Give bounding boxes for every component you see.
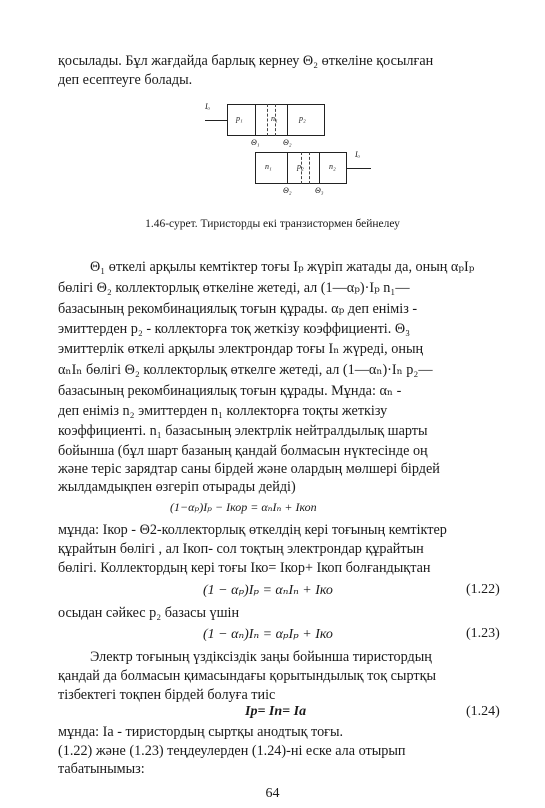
cell-label: p₂ xyxy=(299,114,306,123)
thyristor-two-transistor-diagram xyxy=(205,94,375,206)
cell-label: n₂ xyxy=(329,162,336,171)
equation-number: (1.24) xyxy=(466,704,500,719)
junction-label: Θ₁ xyxy=(251,138,260,147)
text-line: Θ₁ өткелі арқылы кемтіктер тоғы Iₚ жүріп жатады да, оның αₚIₚ xyxy=(90,259,475,275)
equation: (1 − αₚ)Iₚ = αₙIₙ + Iко xyxy=(203,583,333,598)
junction-label: Θ₂ xyxy=(283,138,292,147)
text-line: қосылады. Бұл жағдайда барлық кернеу Θ₂ өткеліне қосылған xyxy=(58,53,434,69)
text-line: және теріс зарядтар саны бірдей және олардың мөлшері бірдей xyxy=(58,461,440,477)
text-line: αₙIₙ бөлігі Θ₂ коллекторлық өткелге жетеді, ал (1—αₙ)·Iₙ p₂— xyxy=(58,362,433,378)
text-line: Электр тоғының үздіксіздік заңы бойынша тиристордың xyxy=(90,649,432,665)
text-line: құрайтын бөлігі , ал Iкоп- сол тоқтың электрондар құрайтын xyxy=(58,541,424,557)
text-line: тізбектегі тоқпен бірдей болуға тиіс xyxy=(58,687,276,703)
cell-label: n₁ xyxy=(265,162,272,171)
equation: Ip= In= Ia xyxy=(245,704,307,719)
cell-label: p₂ xyxy=(297,162,304,171)
text-line: эмиттерлік өткелі арқылы электрондар тоғы Iₙ жүреді, оның xyxy=(58,341,424,357)
junction-label: Θ₂ xyxy=(283,186,292,195)
text-line: мұнда: Iа - тиристордың сыртқы анодтық тоғы. xyxy=(58,724,344,740)
figure-caption: 1.46-сурет. Тиристорды екі транзистормен бейнелеу xyxy=(145,218,400,230)
text-line: деп есептеуге болады. xyxy=(58,72,193,88)
page-number: 64 xyxy=(265,786,280,801)
output-current-label: Iₐ xyxy=(355,150,361,159)
equation-number: (1.23) xyxy=(466,626,500,641)
text-line: бөлігі Θ₂ коллекторлық өткеліне жетеді, ал (1—αₚ)·Iₚ n₁— xyxy=(58,280,410,296)
text-line: мұнда: Iкор - Θ2-коллекторлық өткелдің кері тоғының кемтіктер xyxy=(58,522,447,538)
text-line: эмиттерден p₂ - коллекторға тоқ жеткізу коэффициенті. Θ₃ xyxy=(58,321,411,337)
equation-number: (1.22) xyxy=(466,582,500,597)
text-line: табатынымыз: xyxy=(58,761,145,777)
text-line: базасының рекомбинациялық тоғын құрады. αₚ деп еніміз - xyxy=(58,301,418,317)
equation: (1−αₚ)Iₚ − Iкор = αₙIₙ + Iкоп xyxy=(170,500,317,514)
cell-label: p₁ xyxy=(236,114,243,123)
text-line: осыдан сәйкес p₂ базасы үшін xyxy=(58,605,240,621)
cell-label: n₁ xyxy=(271,114,278,123)
text-line: базасының рекомбинациялық тоғын құрады. Мұнда: αₙ - xyxy=(58,383,402,399)
junction-label: Θ₃ xyxy=(315,186,324,195)
text-line: коэффициенті. n₁ базасының электрлік нейтралдылық шарты xyxy=(58,423,428,439)
text-line: бөлігі. Коллектордың кері тоғы Iко= Iкор+ Iкоп болғандықтан xyxy=(58,560,431,576)
text-line: қандай да болмасын қимасындағы қорытындылық тоқ сыртқы xyxy=(58,668,436,684)
text-line: бойынша (бұл шарт базаның қандай болмасын нүктесінде оң xyxy=(58,443,428,459)
input-current-label: Iₐ xyxy=(205,102,211,111)
text-line: (1.22) және (1.23) теңдеулерден (1.24)-ні еске ала отырып xyxy=(58,743,406,759)
equation: (1 − αₙ)Iₙ = αₚIₚ + Iко xyxy=(203,627,333,642)
text-line: жылдамдықпен өзгеріп отырады дейді) xyxy=(58,479,296,495)
text-line: деп еніміз n₂ эмиттерден n₁ коллекторға тоқты жеткізу xyxy=(58,403,388,419)
